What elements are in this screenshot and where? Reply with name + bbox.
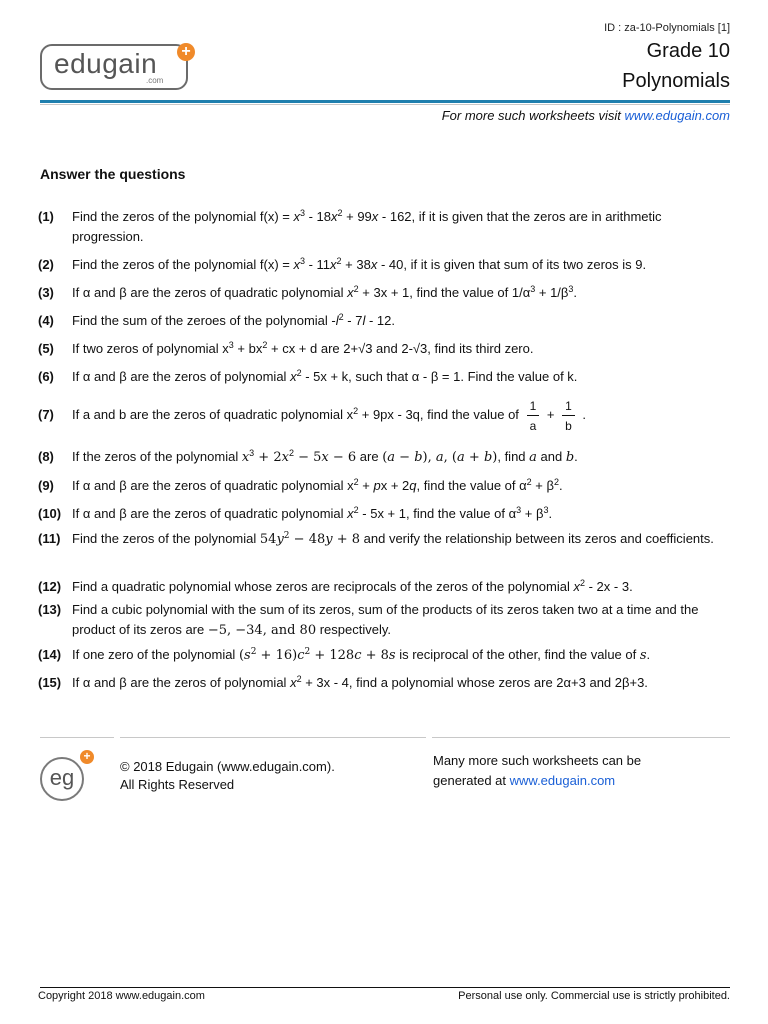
question-text: If two zeros of polynomial $x^3 + bx^2$ + cx + d are 2+√3 and 2-√3, find its third zero. <box>72 340 534 356</box>
more-text: For more such worksheets visit <box>441 108 625 123</box>
footer-divider <box>120 737 426 738</box>
question-text: If one zero of the polynomial $(s^2 + 16)c^2 + 128c + 8s$ is reciprocal of the other, find the value of s. <box>72 647 651 663</box>
edugain-footer-link[interactable]: www.edugain.com <box>509 773 616 788</box>
question-text: If α and β are the zeros of quadratic polynomial $x^2 + 3x + 1$, find the value of $1/\alpha^3 + 1/\beta^3$. <box>72 284 578 300</box>
copyright-line-2: All Rights Reserved <box>120 777 235 792</box>
question-number: (11) <box>38 531 61 546</box>
question-number: (7) <box>38 407 54 422</box>
question-text: If α and β are the zeros of polynomial $x^2 - 5x + k$, such that α - β = 1. Find the value of k. <box>72 368 578 384</box>
question-number: (8) <box>38 449 54 464</box>
question-text: If the zeros of the polynomial $x^3 + 2x^2 - 5x - 6$ are (a − b), a, (a + b), find a and b. <box>72 448 578 465</box>
footer-divider <box>432 737 730 738</box>
header-divider-thin <box>40 104 730 105</box>
page-bottom-divider <box>40 987 730 988</box>
copyright-line-1: © 2018 Edugain (www.edugain.com). <box>120 759 335 774</box>
eg-logo: eg <box>40 757 84 801</box>
fraction: $\frac{1}{b}$ <box>562 399 575 433</box>
question-text: Find the zeros of the polynomial $54y^2 - 48y + 8$ and verify the relationship between its zeros and coefficients. <box>72 531 714 547</box>
question-text: Find the sum of the zeroes of the polynomial $-l^2 - 7l - 12$. <box>72 312 395 328</box>
question-number: (4) <box>38 313 54 328</box>
question-number: (1) <box>38 209 54 224</box>
worksheet-id: ID : za-10-Polynomials [1] <box>604 22 730 34</box>
question-text: Find the zeros of the polynomial $f(x) = x^3 - 11x^2 + 38x - 40$, if it is given that sum of its two zeros is 9. <box>72 256 647 272</box>
question-number: (13) <box>38 602 62 617</box>
promo-line-2: generated at www.edugain.com <box>433 773 616 788</box>
question-number: (15) <box>38 675 62 690</box>
edugain-logo[interactable] <box>40 44 188 90</box>
plus-icon: + <box>80 750 94 764</box>
section-title: Answer the questions <box>40 166 186 182</box>
plus-icon: + <box>177 43 195 61</box>
footer-divider <box>40 737 114 738</box>
header-divider <box>40 100 730 103</box>
question-text: If α and β are the zeros of quadratic polynomial $x^2$ + px + 2q, find the value of $\alpha^2 + \beta^2$. <box>72 477 563 493</box>
question-text: Find the zeros of the polynomial $f(x) = x^3 - 18x^2 + 99x - 162$, if it is given that the zeros are in arithmetic progression. <box>72 208 662 244</box>
subject-title: Polynomials <box>622 70 730 92</box>
question-number: (10) <box>38 506 62 521</box>
question-text: Find a cubic polynomial with the sum of its zeros, sum of the products of its zeros taken two at a time and the product of its zeros are −5, −34, and 80 respectively. <box>72 602 699 638</box>
question-number: (12) <box>38 579 62 594</box>
question-number: (6) <box>38 369 54 384</box>
question-number: (14) <box>38 647 62 662</box>
question-number: (5) <box>38 341 54 356</box>
grade-title: Grade 10 <box>646 40 730 62</box>
logo-suffix: .com <box>146 76 164 85</box>
question-text: Find a quadratic polynomial whose zeros are reciprocals of the zeros of the polynomial $x^2 - 2x - 3$. <box>72 578 633 594</box>
question-text: If α and β are the zeros of quadratic polynomial $x^2 - 5x + 1$, find the value of $\alpha^3 + \beta^3$. <box>72 505 553 521</box>
question-number: (2) <box>38 257 54 272</box>
bottom-copyright: Copyright 2018 www.edugain.com <box>38 990 205 1002</box>
more-worksheets-line <box>442 108 730 123</box>
usage-notice: Personal use only. Commercial use is strictly prohibited. <box>458 990 730 1002</box>
question-number: (9) <box>38 478 54 493</box>
question-number: (3) <box>38 285 54 300</box>
fraction: $\frac{1}{a}$ <box>527 399 540 433</box>
edugain-link[interactable]: www.edugain.com <box>624 108 730 123</box>
promo-line-1: Many more such worksheets can be <box>433 753 642 768</box>
question-text: If α and β are the zeros of polynomial $x^2 + 3x - 4$, find a polynomial whose zeros are 2α+3 and 2β+3. <box>72 674 648 690</box>
logo-text: edugain <box>54 48 158 79</box>
question-text: If a and b are the zeros of quadratic polynomial $x^2 + 9px - 3q$, find the value of $\frac{1}{a}$ + $\frac{1}{b}$ . <box>72 398 586 433</box>
